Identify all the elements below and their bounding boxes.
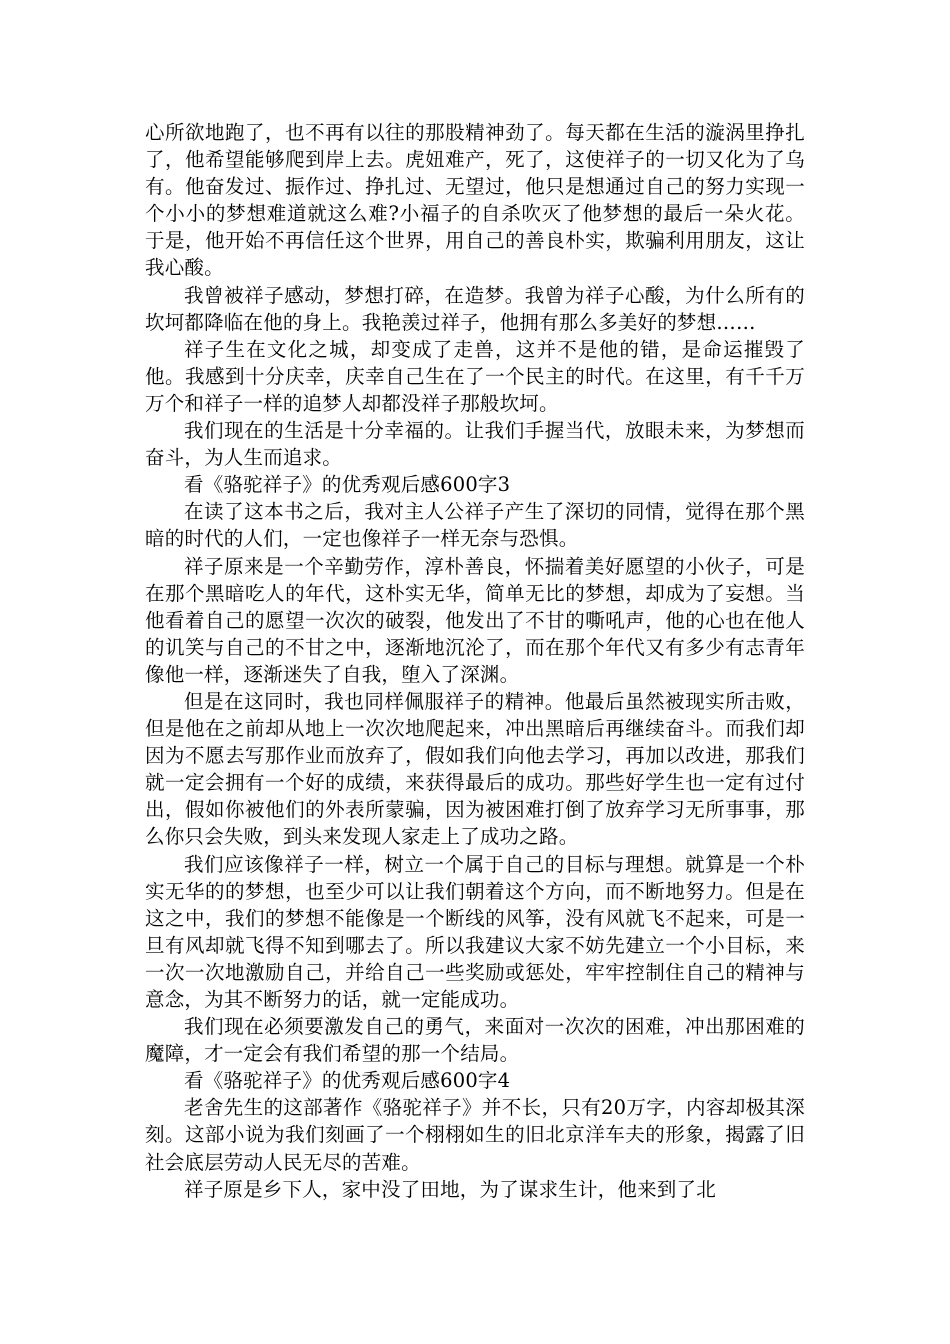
text-column	[145, 119, 805, 1203]
paragraph: 我们应该像祥子一样，树立一个属于自己的目标与理想。就算是一个朴实无华的的梦想，也至少可以让我们朝着这个方向，而不断地努力。但是在这之中，我们的梦想不能像是一个断线的风筝，没有风就飞不起来，可是一旦有风却就飞得不知到哪去了。所以我建议大家不妨先建立一个小目标，来一次一次地激励自己，并给自己一些奖励或惩处，牢牢控制住自己的精神与意念，为其不断努力的话，就一定能成功。	[145, 852, 805, 1011]
paragraph: 心所欲地跑了，也不再有以往的那股精神劲了。每天都在生活的漩涡里挣扎了，他希望能够爬到岸上去。虎妞难产，死了，这使祥子的一切又化为了乌有。他奋发过、振作过、挣扎过、无望过，他只是想通过自己的努力实现一个小小的梦想难道就这么难?小福子的自杀吹灭了他梦想的最后一朵火花。于是，他开始不再信任这个世界，用自己的善良朴实，欺骗利用朋友，这让我心酸。	[145, 121, 805, 280]
paragraph: 老舍先生的这部著作《骆驼祥子》并不长，只有20万字，内容却极其深刻。这部小说为我们刻画了一个栩栩如生的旧北京洋车夫的形象，揭露了旧社会底层劳动人民无尽的苦难。	[145, 1096, 805, 1174]
section-heading: 看《骆驼祥子》的优秀观后感600字3	[184, 473, 511, 497]
paragraph: 我们现在必须要激发自己的勇气，来面对一次次的困难，冲出那困难的魔障，才一定会有我们希望的那一个结局。	[145, 1015, 805, 1066]
paragraph: 在读了这本书之后，我对主人公祥子产生了深切的同情，觉得在那个黑暗的时代的人们，一定也像祥子一样无奈与恐惧。	[145, 500, 805, 551]
paragraph: 祥子原来是一个辛勤劳作，淳朴善良，怀揣着美好愿望的小伙子，可是在那个黑暗吃人的年代，这朴实无华，简单无比的梦想，却成为了妄想。当他看着自己的愿望一次次的破裂，他发出了不甘的嘶吼声，他的心也在他人的讥笑与自己的不甘之中，逐渐地沉沦了，而在那个年代又有多少有志青年像他一样，逐渐迷失了自我，堕入了深渊。	[145, 554, 805, 686]
paragraph: 我曾被祥子感动，梦想打碎，在造梦。我曾为祥子心酸，为什么所有的坎坷都降临在他的身上。我艳羡过祥子，他拥有那么多美好的梦想……	[145, 283, 805, 334]
paragraph: 祥子原是乡下人，家中没了田地，为了谋求生计，他来到了北	[184, 1177, 716, 1201]
paragraph: 但是在这同时，我也同样佩服祥子的精神。他最后虽然被现实所击败，但是他在之前却从地上一次次地爬起来，冲出黑暗后再继续奋斗。而我们却因为不愿去写那作业而放弃了，假如我们向他去学习，再加以改进，那我们就一定会拥有一个好的成绩，来获得最后的成功。那些好学生也一定有过付出，假如你被他们的外表所蒙骗，因为被困难打倒了放弃学习无所事事，那么你只会失败，到头来发现人家走上了成功之路。	[145, 689, 805, 849]
section-heading: 看《骆驼祥子》的优秀观后感600字4	[184, 1069, 511, 1093]
paragraph: 我们现在的生活是十分幸福的。让我们手握当代，放眼未来，为梦想而奋斗，为人生而追求。	[145, 419, 805, 470]
paragraph: 祥子生在文化之城，却变成了走兽，这并不是他的错，是命运摧毁了他。我感到十分庆幸，庆幸自己生在了一个民主的时代。在这里，有千千万万个和祥子一样的追梦人却都没祥子那般坎坷。	[145, 337, 805, 415]
